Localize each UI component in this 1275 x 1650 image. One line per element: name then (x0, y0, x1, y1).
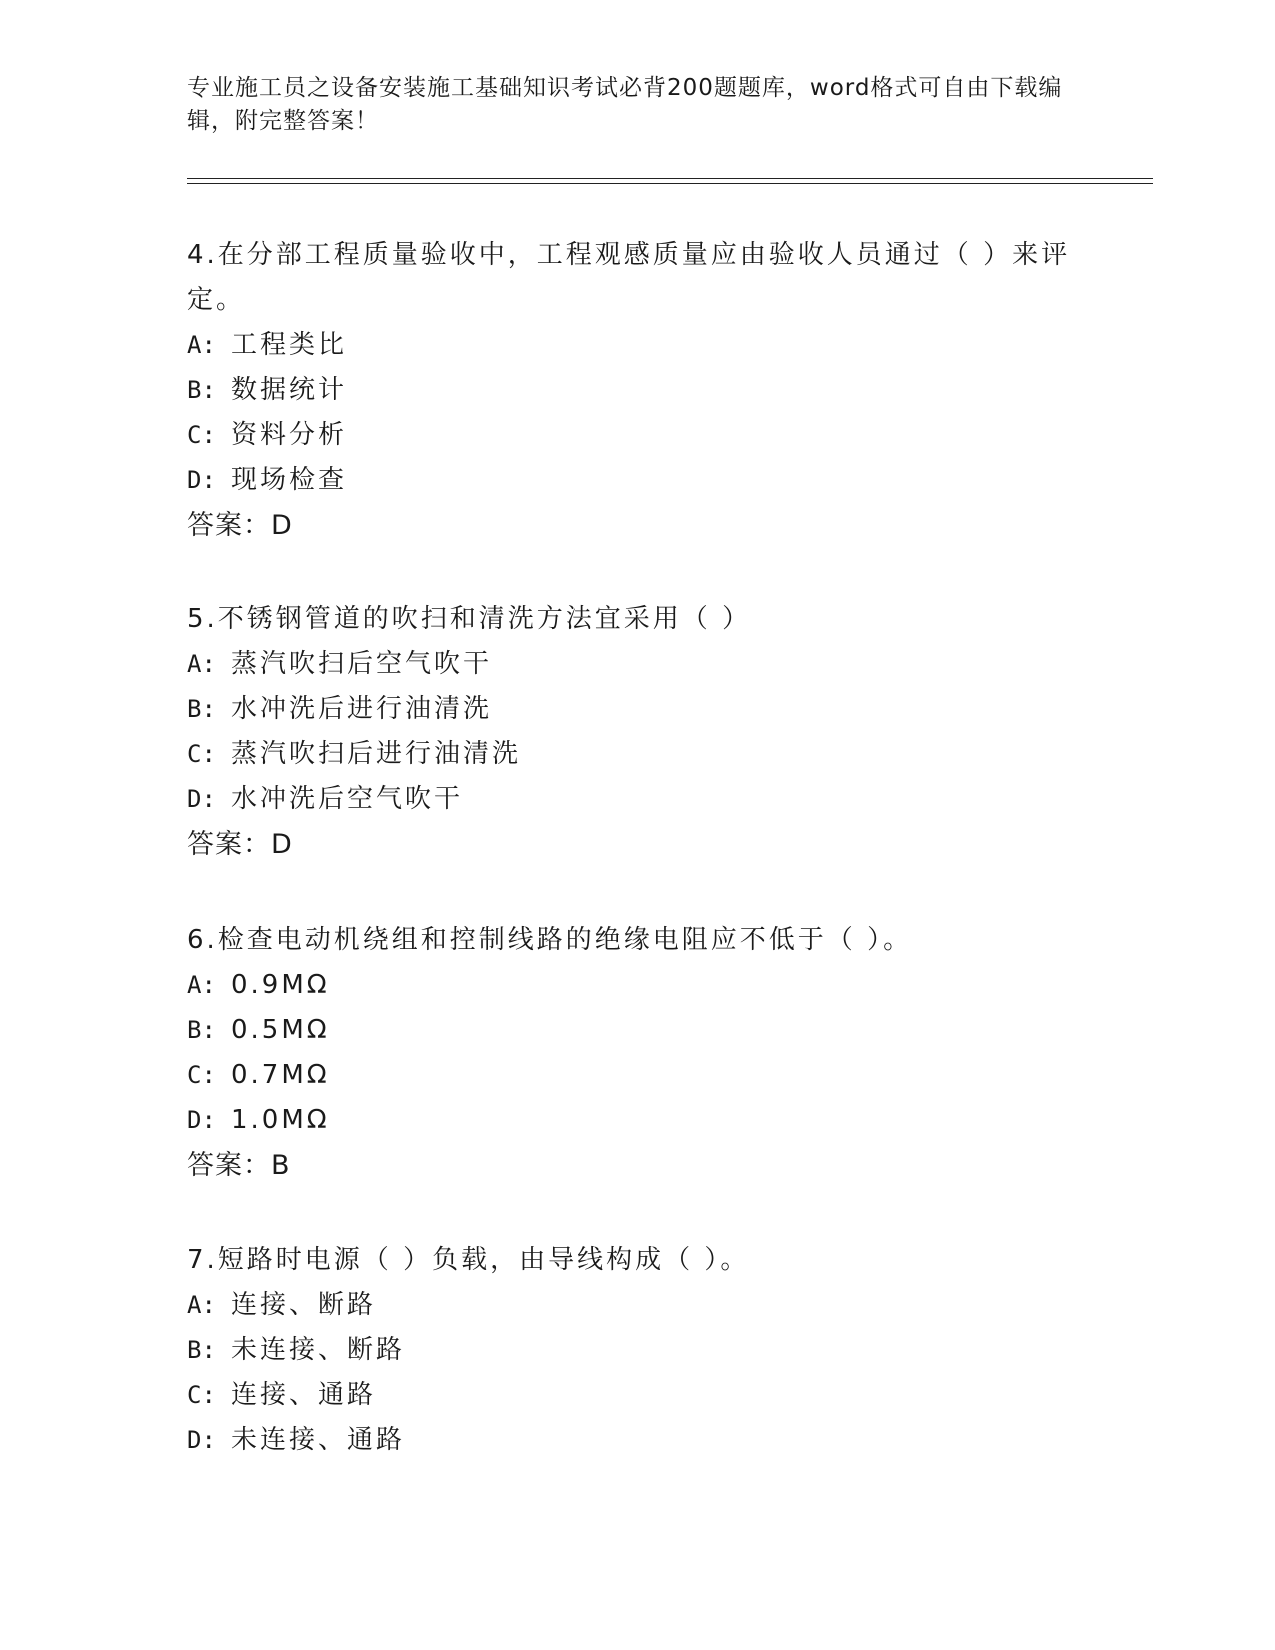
option-a (187, 1283, 1087, 1328)
option-label: D: (187, 1106, 216, 1134)
option-text: 蒸汽吹扫后空气吹干 (231, 649, 493, 679)
option-label: D: (187, 466, 216, 494)
option-label: C: (187, 740, 216, 768)
option-label: A: (187, 331, 216, 359)
option-text: 0.9MΩ (231, 970, 330, 1000)
option-c (187, 413, 1087, 458)
question-stem: 4.在分部工程质量验收中，工程观感质量应由验收人员通过（ ）来评定。 (187, 240, 1071, 315)
header-divider-bottom (187, 183, 1153, 184)
question-4 (187, 233, 1087, 548)
option-text: 蒸汽吹扫后进行油清洗 (231, 739, 522, 769)
question-stem: 6.检查电动机绕组和控制线路的绝缘电阻应不低于（ ）。 (187, 925, 913, 955)
question-stem: 5.不锈钢管道的吹扫和清洗方法宜采用（ ） (187, 604, 752, 634)
option-a (187, 642, 1087, 687)
option-d (187, 458, 1087, 503)
option-text: 连接、断路 (231, 1290, 377, 1320)
option-text: 未连接、断路 (231, 1335, 406, 1365)
option-d (187, 1098, 1087, 1143)
option-label: C: (187, 421, 216, 449)
question-7 (187, 1238, 1087, 1463)
header-divider-top (187, 178, 1153, 179)
question-5 (187, 597, 1087, 867)
answer: 答案：D (187, 829, 293, 860)
option-label: D: (187, 785, 216, 813)
answer: 答案：B (187, 1150, 291, 1181)
option-label: C: (187, 1381, 216, 1409)
option-label: B: (187, 695, 216, 723)
option-text: 水冲洗后空气吹干 (231, 784, 464, 814)
option-text: 0.5MΩ (231, 1015, 330, 1045)
option-text: 资料分析 (231, 420, 348, 450)
option-text: 现场检查 (231, 465, 348, 495)
option-text: 未连接、通路 (231, 1425, 406, 1455)
option-label: A: (187, 971, 216, 999)
option-c (187, 1373, 1087, 1418)
question-stem: 7.短路时电源（ ）负载，由导线构成（ ）。 (187, 1245, 750, 1275)
document-header: 专业施工员之设备安装施工基础知识考试必背200题题库，word格式可自由下载编辑，附完整答案！ (187, 75, 1063, 134)
option-label: D: (187, 1426, 216, 1454)
option-text: 1.0MΩ (231, 1105, 330, 1135)
option-text: 水冲洗后进行油清洗 (231, 694, 493, 724)
option-label: B: (187, 1016, 216, 1044)
option-label: B: (187, 376, 216, 404)
option-label: B: (187, 1336, 216, 1364)
option-label: C: (187, 1061, 216, 1089)
answer: 答案：D (187, 510, 293, 541)
option-label: A: (187, 650, 216, 678)
option-b (187, 1008, 1087, 1053)
option-label: A: (187, 1291, 216, 1319)
option-c (187, 732, 1087, 777)
option-a (187, 963, 1087, 1008)
option-b (187, 1328, 1087, 1373)
option-d (187, 777, 1087, 822)
option-a (187, 323, 1087, 368)
option-text: 数据统计 (231, 375, 348, 405)
option-b (187, 687, 1087, 732)
option-text: 连接、通路 (231, 1380, 377, 1410)
option-text: 工程类比 (231, 330, 348, 360)
option-text: 0.7MΩ (231, 1060, 330, 1090)
option-b (187, 368, 1087, 413)
option-c (187, 1053, 1087, 1098)
option-d (187, 1418, 1087, 1463)
question-6 (187, 918, 1087, 1188)
